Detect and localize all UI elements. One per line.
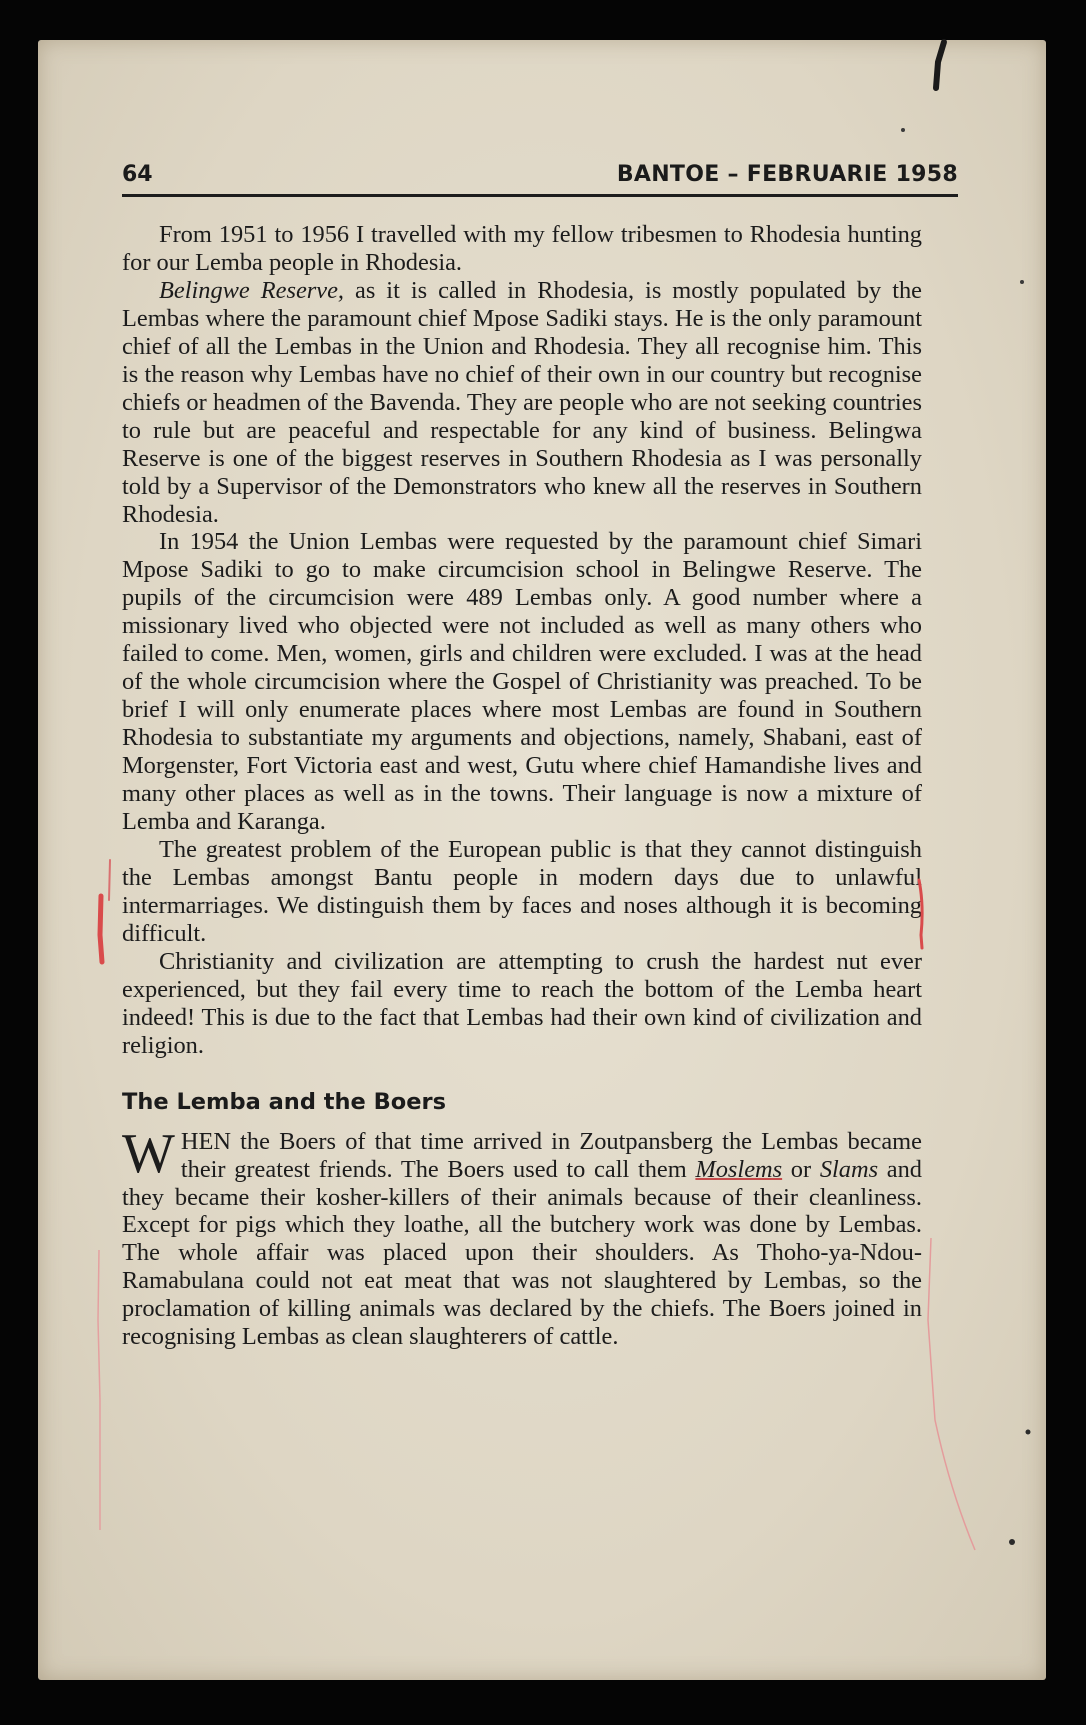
paragraph-5: Christianity and civilization are attempting to crush the hardest nut ever experienced, but they fail every time to reach the bottom of the Lemba heart indeed! This is due to the fact that Lembas had their own kind of civilization and religion. xyxy=(122,947,922,1059)
paragraph-1: From 1951 to 1956 I travelled with my fellow tribesmen to Rhodesia hunting for our Lemba people in Rhodesia. xyxy=(122,221,922,276)
magazine-page xyxy=(38,40,1046,1680)
section-text-b: and they became their kosher-killers of their animals because of their cleanliness. Except for pigs which they loathe, all the butchery work was done by Lembas. The whole affair was placed upon their shoulders. As Thoho-ya-Ndou-Ramabulana could not eat meat that was not slaughtered by Lembas, so the proclamation of killing animals was declared by the chiefs. The Boers joined in recognising Lembas as clean slaughterers of cattle. xyxy=(122,1155,922,1351)
section-text-a: HEN the Boers of that time arrived in Zoutpansberg the Lembas became their greatest friends. The Boers used to call them xyxy=(180,1127,922,1183)
paragraph-4: The greatest problem of the European public is that they cannot distinguish the Lembas amongst Bantu people in modern days due to unlawful intermarriages. We distinguish them by faces and noses although it is becoming difficult. xyxy=(122,835,922,947)
page-number: 64 xyxy=(122,162,153,187)
section-paragraph xyxy=(122,1122,922,1352)
section-text-or: or xyxy=(782,1155,820,1183)
paragraph-2 xyxy=(122,277,922,529)
moslems-underlined: Moslems xyxy=(695,1155,783,1183)
belingwe-reserve-italic: Belingwe Reserve, xyxy=(159,276,345,304)
paragraph-2-text: as it is called in Rhodesia, is mostly populated by the Lembas where the paramount chief Mpose Sadiki stays. He is the only paramount chief of all the Lembas in the Union and Rhodesia. They all recognise him. This is the reason why Lembas have no chief of their own in our country but recognise chiefs or headmen of the Bavenda. They are people who are not seeking countries to rule but are peaceful and respectable for any kind of business. Belingwa Reserve is one of the biggest reserves in Southern Rhodesia as I was personally told by a Supervisor of the Demonstrators who knew all the reserves in Southern Rhodesia. xyxy=(122,276,922,528)
slams-italic: Slams xyxy=(819,1155,879,1183)
drop-cap: W xyxy=(122,1122,175,1185)
article-body xyxy=(122,221,922,1351)
section-title: The Lemba and the Boers xyxy=(122,1088,446,1115)
running-head: BANTOE – FEBRUARIE 1958 xyxy=(616,162,958,187)
page-header xyxy=(122,158,958,197)
paragraph-3: In 1954 the Union Lembas were requested by the paramount chief Simari Mpose Sadiki to go to make circumcision school in Belingwe Reserve. The pupils of the circumcision were 489 Lembas only. A good number where a missionary lived who objected were not included as well as many others who failed to come. Men, women, girls and children were excluded. I was at the head of the whole circumcision where the Gospel of Christianity was preached. To be brief I will only enumerate places where most Lembas are found in Southern Rhodesia to substantiate my arguments and objections, namely, Shabani, east of Morgenster, Fort Victoria east and west, Gutu where chief Hamandishe lives and many other places as well as in the towns. Their language is now a mixture of Lemba and Karanga. xyxy=(122,528,922,836)
